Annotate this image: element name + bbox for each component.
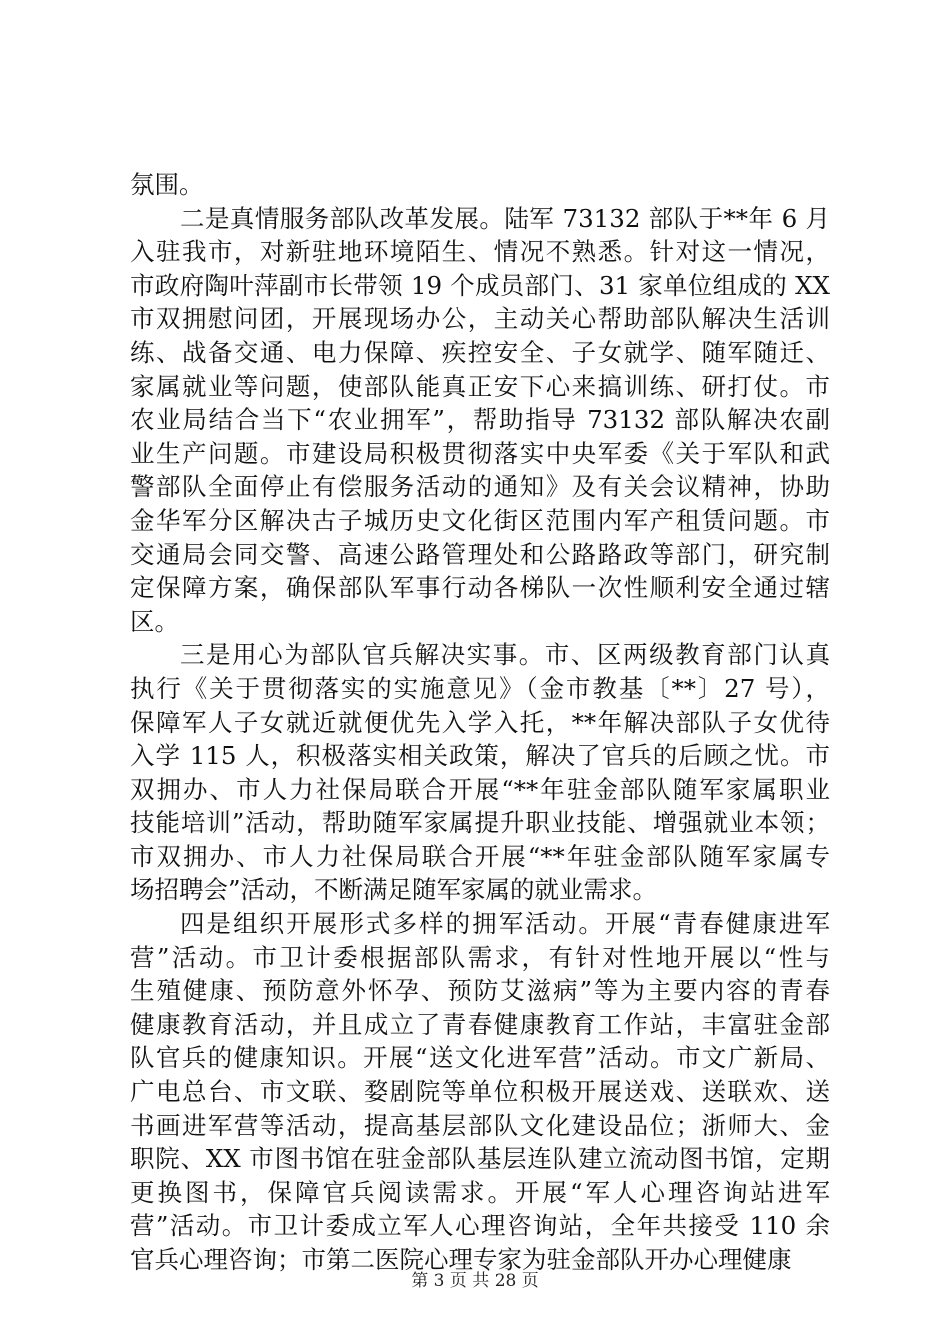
text-line: 警部队全面停止有偿服务活动的通知》及有关会议精神，协助 [130, 472, 830, 502]
paragraph [130, 168, 830, 202]
text-line: 广电总台、市文联、婺剧院等单位积极开展送戏、送联欢、送 [130, 1077, 830, 1107]
text-line: 交通局会同交警、高速公路管理处和公路路政等部门，研究制 [130, 539, 830, 569]
paragraph [130, 202, 830, 639]
text-line: 市政府陶叶萍副市长带领 19 个成员部门、31 家单位组成的 XX [130, 270, 830, 300]
text-line: 更换图书，保障官兵阅读需求。开展“军人心理咨询站进军 [130, 1177, 830, 1207]
page-footer: 第 3 页 共 28 页 [411, 1271, 539, 1291]
paragraph [130, 907, 830, 1277]
text-line: 练、战备交通、电力保障、疾控安全、子女就学、随军随迁、 [130, 337, 830, 367]
text-line: 农业局结合当下“农业拥军”，帮助指导 73132 部队解决农副 [130, 405, 830, 435]
text-line: 技能培训”活动，帮助随军家属提升职业技能、增强就业本领； [130, 808, 830, 838]
text-line: 定保障方案，确保部队军事行动各梯队一次性顺利安全通过辖 [130, 573, 830, 603]
text-line: 双拥办、市人力社保局联合开展“**年驻金部队随军家属职业 [130, 774, 830, 804]
text-line: 入驻我市，对新驻地环境陌生、情况不熟悉。针对这一情况， [130, 237, 830, 267]
text-line: 市双拥慰问团，开展现场办公，主动关心帮助部队解决生活训 [130, 304, 830, 334]
text-line: 入学 115 人，积极落实相关政策，解决了官兵的后顾之忧。市 [130, 741, 830, 771]
text-line: 家属就业等问题，使部队能真正安下心来搞训练、研打仗。市 [130, 371, 830, 401]
text-line: 生殖健康、预防意外怀孕、预防艾滋病”等为主要内容的青春 [130, 976, 830, 1006]
text-line: 三是用心为部队官兵解决实事。市、区两级教育部门认真 [180, 640, 830, 670]
text-line: 队官兵的健康知识。开展“送文化进军营”活动。市文广新局、 [130, 1043, 830, 1073]
text-line: 营”活动。市卫计委成立军人心理咨询站，全年共接受 110 余 [130, 1211, 830, 1241]
body-text [130, 168, 830, 1277]
text-line: 二是真情服务部队改革发展。陆军 73132 部队于**年 6 月 [180, 203, 830, 233]
text-line: 书画进军营等活动，提高基层部队文化建设品位；浙师大、金 [130, 1110, 830, 1140]
text-line: 职院、XX 市图书馆在驻金部队基层连队建立流动图书馆，定期 [130, 1144, 830, 1174]
text-line: 营”活动。市卫计委根据部队需求，有针对性地开展以“性与 [130, 942, 830, 972]
text-line: 四是组织开展形式多样的拥军活动。开展“青春健康进军 [180, 909, 830, 939]
text-line: 保障军人子女就近就便优先入学入托，**年解决部队子女优待 [130, 707, 830, 737]
text-line: 场招聘会”活动，不断满足随军家属的就业需求。 [130, 875, 658, 905]
paragraph [130, 638, 830, 907]
text-line: 区。 [130, 606, 179, 636]
text-line: 市双拥办、市人力社保局联合开展“**年驻金部队随军家属专 [130, 841, 830, 871]
text-line: 氛围。 [130, 170, 204, 199]
text-line: 执行《关于贯彻落实的实施意见》（金市教基〔**〕27 号）， [130, 673, 830, 703]
text-line: 健康教育活动，并且成立了青春健康教育工作站，丰富驻金部 [130, 1009, 830, 1039]
text-line: 官兵心理咨询；市第二医院心理专家为驻金部队开办心理健康 [130, 1245, 792, 1274]
text-line: 金华军分区解决古子城历史文化街区范围内军产租赁问题。市 [130, 505, 830, 535]
text-line: 业生产问题。市建设局积极贯彻落实中央军委《关于军队和武 [130, 438, 830, 468]
